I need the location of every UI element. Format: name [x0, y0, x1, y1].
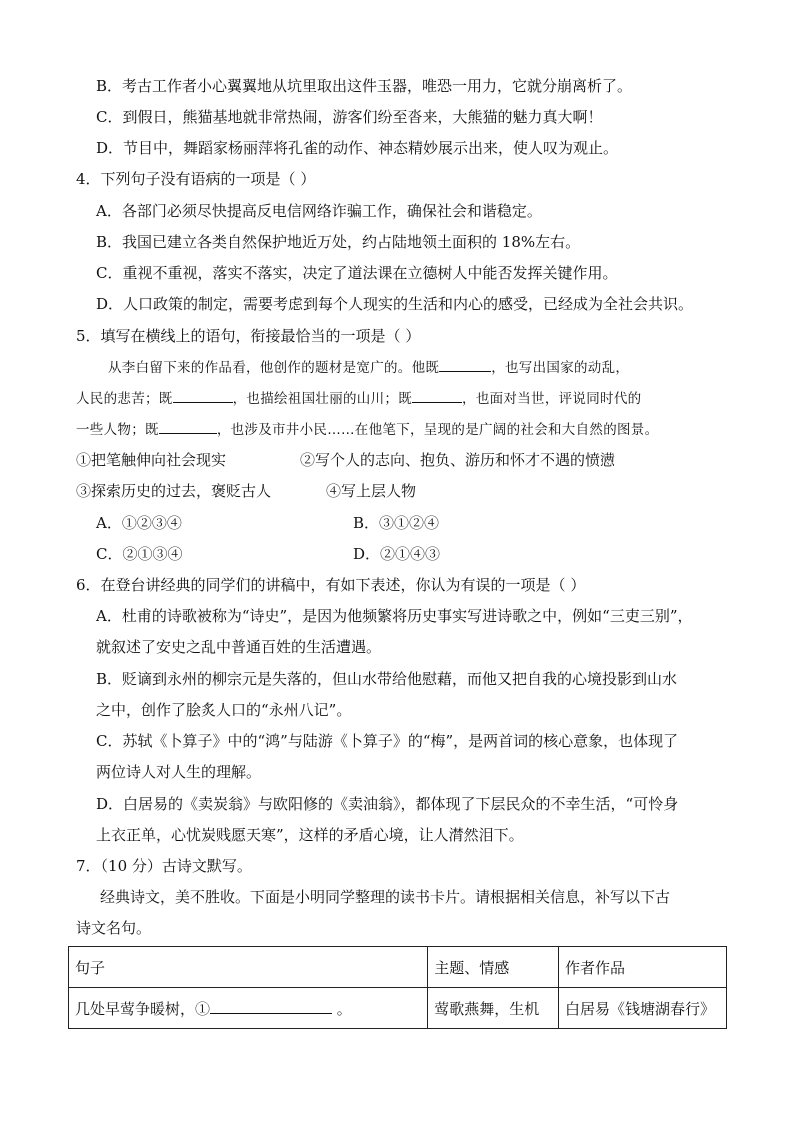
answer-blank[interactable] — [210, 999, 332, 1014]
q5-passage-line-1 — [108, 357, 629, 378]
q7-intro-line-2: 诗文名句。 — [76, 919, 152, 937]
q5-item-3: ③探索历史的过去，褒贬古人 — [76, 482, 272, 500]
answer-blank[interactable] — [412, 388, 462, 403]
sentence-text: 几处早莺争暖树，① — [75, 999, 211, 1018]
q5-option-c: C．②①③④ — [96, 545, 183, 563]
passage-text: ，也涉及市井小民……在他笔下，呈现的是广阔的社会和大自然的图景。 — [216, 422, 659, 438]
q5-passage-line-3 — [76, 419, 658, 440]
q6-stem: 6．在登台讲经典的同学们的讲稿中，有如下表述，你认为有误的一项是（ ） — [76, 576, 586, 594]
passage-text: 人民的悲苦；既 — [76, 391, 173, 407]
header-theme: 主题、情感 — [428, 947, 559, 988]
table-row — [69, 988, 727, 1029]
q6-option-d-line-1: D．白居易的《卖炭翁》与欧阳修的《卖油翁》，都体现了下层民众的不幸生活，“可怜身 — [96, 795, 679, 813]
q6-option-b-line-2: 之中，创作了脍炙人口的“永州八记”。 — [96, 701, 352, 719]
answer-blank[interactable] — [159, 419, 217, 434]
passage-text: ，也写出国家的动乱， — [491, 360, 630, 376]
passage-text: ，也描绘祖国壮丽的山川；既 — [232, 391, 413, 407]
q6-option-b-line-1: B．贬谪到永州的柳宗元是失落的，但山水带给他慰藉，而他又把自我的心境投影到山水 — [96, 670, 678, 688]
passage-text: 一些人物；既 — [76, 422, 159, 438]
q7-intro-line-1: 经典诗文，美不胜收。下面是小明同学整理的读书卡片。请根据相关信息，补写以下古 — [100, 888, 671, 906]
sentence-period: 。 — [336, 999, 352, 1018]
q5-option-d: D．②①④③ — [353, 545, 441, 563]
q6-option-a-line-1: A．杜甫的诗歌被称为“诗史”，是因为他频繁将历史事实写进诗歌之中，例如“三吏三别”， — [96, 607, 693, 625]
q6-option-c-line-1: C．苏轼《卜算子》中的“鸿”与陆游《卜算子》的“梅”，是两首词的核心意象，也体现了 — [96, 732, 679, 750]
q4-option-d: D．人口政策的制定，需要考虑到每个人现实的生活和内心的感受，已经成为全社会共识。 — [96, 295, 694, 313]
q3-option-d: D．节目中，舞蹈家杨丽萍将孔雀的动作、神态精妙展示出来，使人叹为观止。 — [96, 139, 619, 157]
q5-option-a: A．①②③④ — [96, 514, 182, 532]
q7-stem: 7．（10 分）古诗文默写。 — [76, 857, 252, 875]
q4-option-b: B．我国已建立各类自然保护地近万处，约占陆地领土面积的 18%左右。 — [96, 233, 581, 251]
q5-item-4: ④写上层人物 — [326, 482, 417, 500]
header-sentence: 句子 — [69, 947, 428, 988]
reading-card-table — [68, 946, 727, 1029]
answer-blank[interactable] — [439, 357, 491, 372]
q5-item-1: ①把笔触伸向社会现实 — [76, 451, 227, 469]
cell-author-work: 白居易《钱塘湖春行》 — [559, 988, 727, 1029]
passage-text: 从李白留下来的作品看，他创作的题材是宽广的。他既 — [108, 360, 440, 376]
table-header-row — [69, 947, 727, 988]
q4-option-c: C．重视不重视，落实不落实，决定了道法课在立德树人中能否发挥关键作用。 — [96, 264, 618, 282]
q3-option-c: C．到假日，熊猫基地就非常热闹，游客们纷至沓来，大熊猫的魅力真大啊！ — [96, 108, 603, 126]
q3-option-b: B．考古工作者小心翼翼地从坑里取出这件玉器，唯恐一用力，它就分崩离析了。 — [96, 77, 633, 95]
q5-item-2: ②写个人的志向、抱负、游历和怀才不遇的愤懑 — [300, 451, 616, 469]
q6-option-c-line-2: 两位诗人对人生的理解。 — [96, 763, 262, 781]
q5-option-b: B．③①②④ — [353, 514, 440, 532]
q6-option-d-line-2: 上衣正单，心忧炭贱愿天寒”，这样的矛盾心境，让人潸然泪下。 — [96, 826, 524, 844]
answer-blank[interactable] — [173, 388, 233, 403]
header-author-work: 作者作品 — [559, 947, 727, 988]
q4-stem: 4．下列句子没有语病的一项是（ ） — [76, 170, 316, 188]
passage-text: ，也面对当世，评说同时代的 — [462, 391, 642, 407]
q4-option-a: A．各部门必须尽快提高反电信网络诈骗工作，确保社会和谐稳定。 — [96, 202, 542, 220]
cell-sentence — [69, 988, 428, 1029]
q5-stem: 5．填写在横线上的语句，衔接最恰当的一项是（ ） — [76, 327, 421, 345]
cell-theme: 莺歌燕舞，生机 — [428, 988, 559, 1029]
q5-passage-line-2 — [76, 388, 641, 409]
q6-option-a-line-2: 就叙述了安史之乱中普通百姓的生活遭遇。 — [96, 638, 382, 656]
